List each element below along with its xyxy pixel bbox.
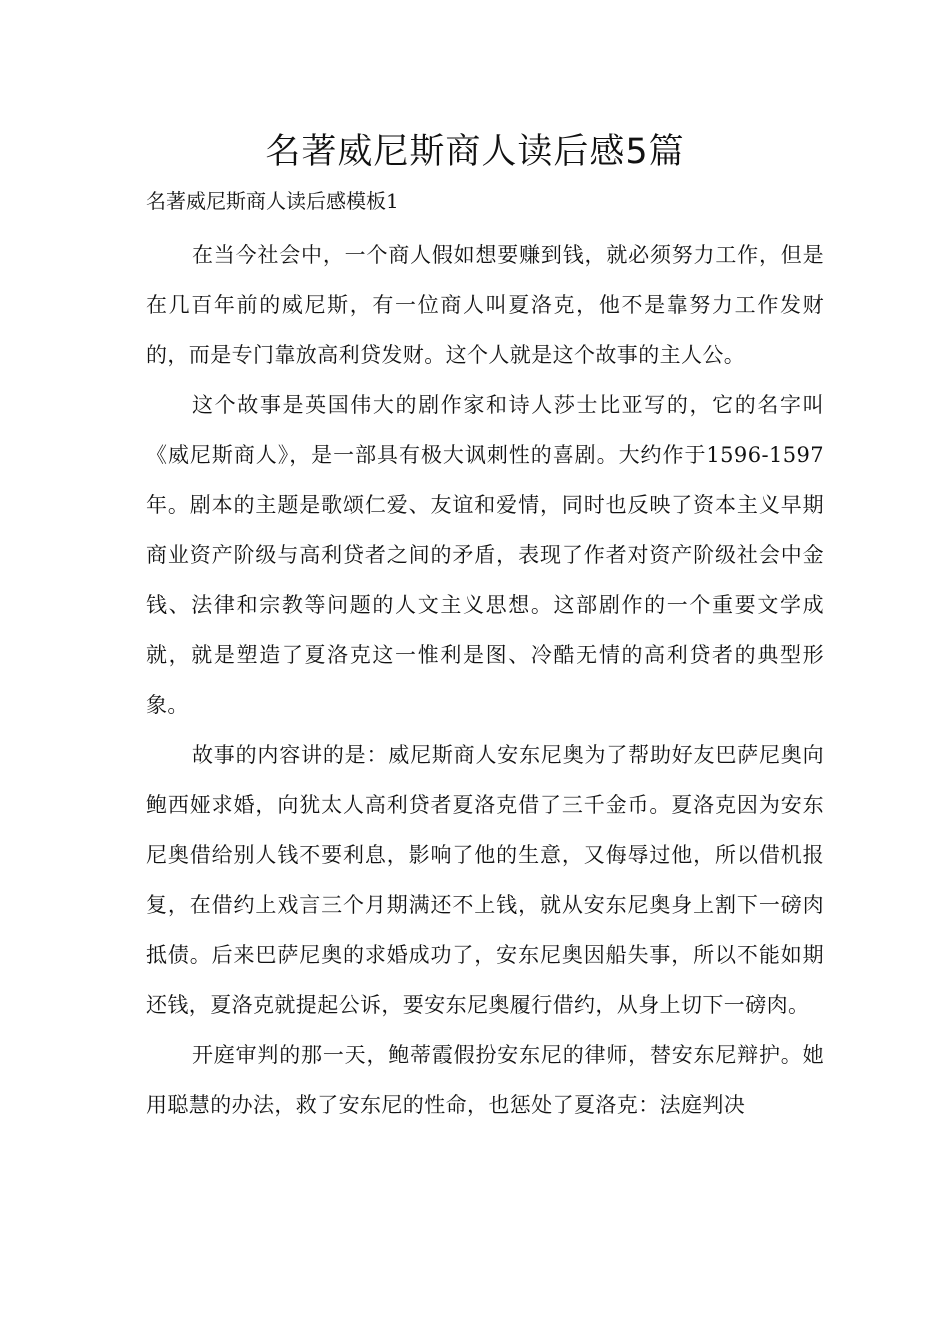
document-title: 名著威尼斯商人读后感5篇 bbox=[265, 132, 685, 172]
document-body bbox=[146, 230, 824, 1130]
paragraph-2: 这个故事是英国伟大的剧作家和诗人莎士比亚写的，它的名字叫《威尼斯商人》，是一部具有极大讽刺性的喜剧。大约作于1596-1597年。剧本的主题是歌颂仁爱、友谊和爱情，同时也反映了资本主义早期商业资产阶级与高利贷者之间的矛盾，表现了作者对资产阶级社会中金钱、法律和宗教等问题的人文主义思想。这部剧作的一个重要文学成就，就是塑造了夏洛克这一惟利是图、冷酷无情的高利贷者的典型形象。 bbox=[146, 393, 824, 717]
document-subtitle: 名著威尼斯商人读后感模板1 bbox=[146, 189, 399, 213]
paragraph-3: 故事的内容讲的是：威尼斯商人安东尼奥为了帮助好友巴萨尼奥向鲍西娅求婚，向犹太人高利贷者夏洛克借了三千金币。夏洛克因为安东尼奥借给别人钱不要利息，影响了他的生意，又侮辱过他，所以借机报复，在借约上戏言三个月期满还不上钱，就从安东尼奥身上割下一磅肉抵债。后来巴萨尼奥的求婚成功了，安东尼奥因船失事，所以不能如期还钱，夏洛克就提起公诉，要安东尼奥履行借约，从身上切下一磅肉。 bbox=[146, 743, 824, 1017]
paragraph-4: 开庭审判的那一天，鲍蒂霞假扮安东尼的律师，替安东尼辩护。她用聪慧的办法，救了安东尼的性命，也惩处了夏洛克：法庭判决 bbox=[146, 1043, 824, 1117]
paragraph-1: 在当今社会中，一个商人假如想要赚到钱，就必须努力工作，但是在几百年前的威尼斯，有一位商人叫夏洛克，他不是靠努力工作发财的，而是专门靠放高利贷发财。这个人就是这个故事的主人公。 bbox=[146, 243, 824, 367]
